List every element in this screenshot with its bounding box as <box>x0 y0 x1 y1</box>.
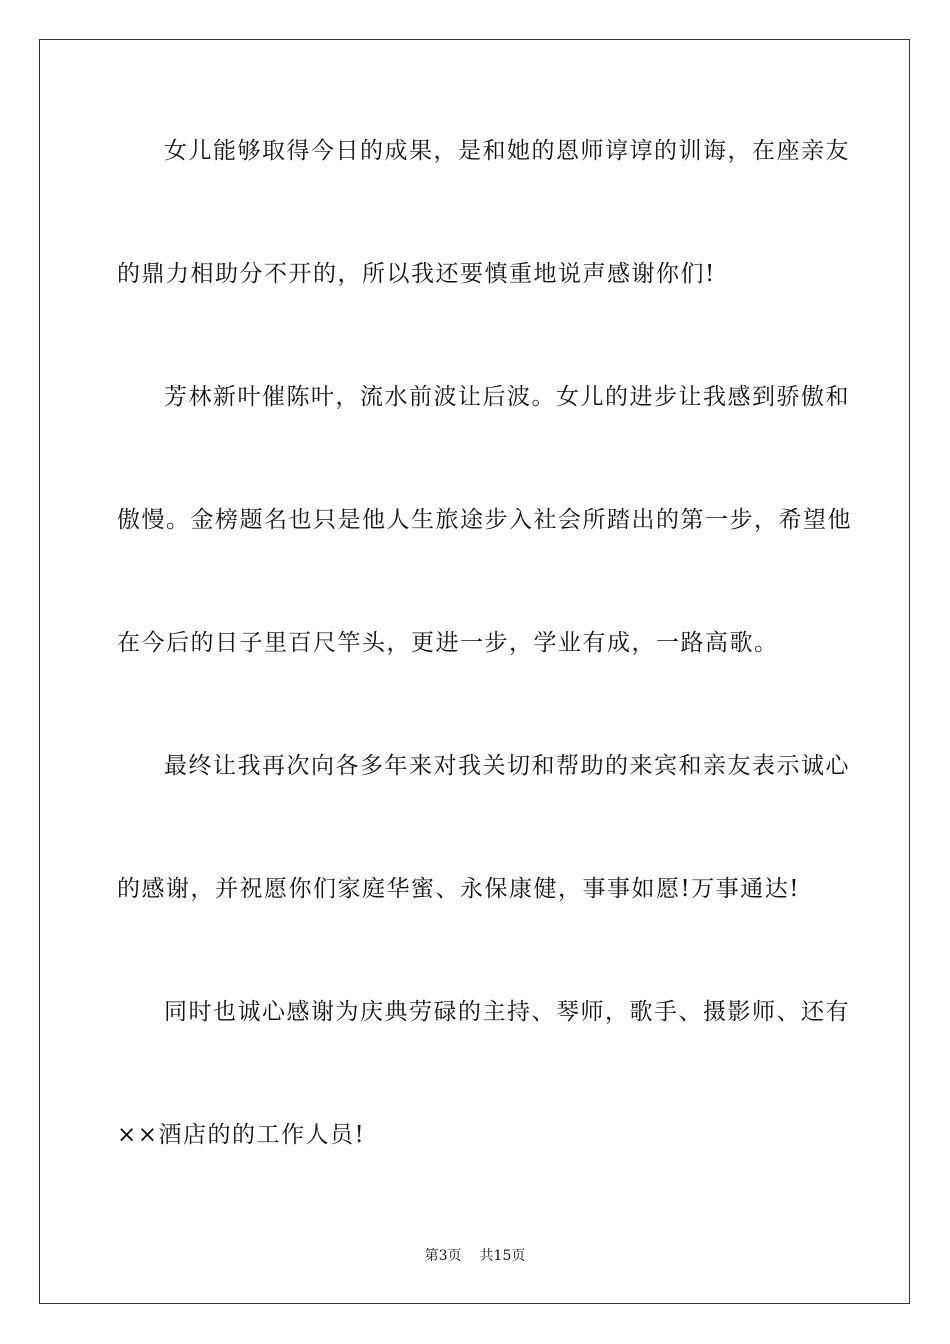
paragraph-line: 女儿能够取得今日的成果，是和她的恩师谆谆的训诲，在座亲友 <box>164 138 850 164</box>
page-total: 共15页 <box>479 1248 526 1264</box>
page-number: 第3页 <box>424 1248 462 1264</box>
paragraph-line: 在今后的日子里百尺竿头，更进一步，学业有成，一路高歌。 <box>117 630 779 656</box>
paragraph-line: ××酒店的的工作人员! <box>117 1122 366 1148</box>
paragraph-line: 的鼎力相助分不开的，所以我还要慎重地说声感谢你们! <box>117 261 716 287</box>
paragraph-line: 傲慢。金榜题名也只是他人生旅途步入社会所踏出的第一步，希望他 <box>117 507 852 533</box>
paragraph-line: 最终让我再次向各多年来对我关切和帮助的来宾和亲友表示诚心 <box>164 753 850 779</box>
paragraph-line: 同时也诚心感谢为庆典劳碌的主持、琴师，歌手、摄影师、还有 <box>164 999 850 1025</box>
page-footer <box>0 1247 950 1265</box>
paragraph-line: 芳林新叶催陈叶，流水前波让后波。女儿的进步让我感到骄傲和 <box>164 384 850 410</box>
page-border <box>39 39 910 1304</box>
paragraph-line: 的感谢，并祝愿你们家庭华蜜、永保康健，事事如愿!万事通达! <box>117 876 800 902</box>
